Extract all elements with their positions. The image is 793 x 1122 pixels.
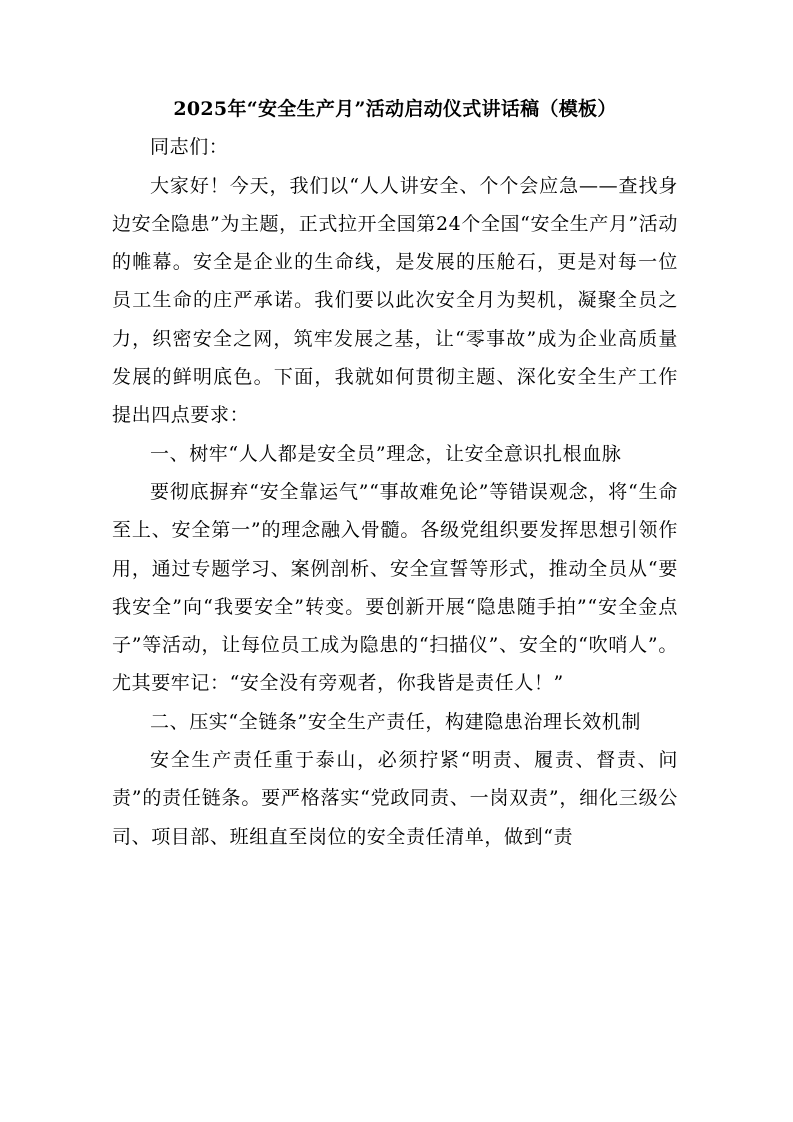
intro-paragraph: 大家好！今天，我们以“人人讲安全、个个会应急——查找身边安全隐患”为主题，正式拉开全国第24个全国“安全生产月”活动的帷幕。安全是企业的生命线，是发展的压舱石，更是对每一位员工生命的庄严承诺。我们要以此次安全月为契机，凝聚全员之力，织密安全之网，筑牢发展之基，让“零事故”成为企业高质量发展的鲜明底色。下面，我就如何贯彻主题、深化安全生产工作提出四点要求： <box>112 174 678 427</box>
section-heading-1: 一、树牢“人人都是安全员”理念，让安全意识扎根血脉 <box>150 442 622 465</box>
greeting: 同志们： <box>150 136 229 159</box>
document-body <box>112 90 678 856</box>
section-heading-2: 二、压实“全链条”安全生产责任，构建隐患治理长效机制 <box>150 710 642 733</box>
section-body-1: 要彻底摒弃“安全靠运气”“事故难免论”等错误观念，将“生命至上、安全第一”的理念融入骨髓。各级党组织要发挥思想引领作用，通过专题学习、案例剖析、安全宣誓等形式，推动全员从“要我安全”向“我要安全”转变。要创新开展“隐患随手拍”“安全金点子”等活动，让每位员工成为隐患的“扫描仪”、安全的“吹哨人”。尤其要牢记：“安全没有旁观者，你我皆是责任人！” <box>112 480 678 695</box>
document-title: 2025年“安全生产月”活动启动仪式讲话稿（模板） <box>173 98 617 120</box>
section-body-2: 安全生产责任重于泰山，必须拧紧“明责、履责、督责、问责”的责任链条。要严格落实“党政同责、一岗双责”，细化三级公司、项目部、班组直至岗位的安全责任清单，做到“责 <box>112 749 678 848</box>
